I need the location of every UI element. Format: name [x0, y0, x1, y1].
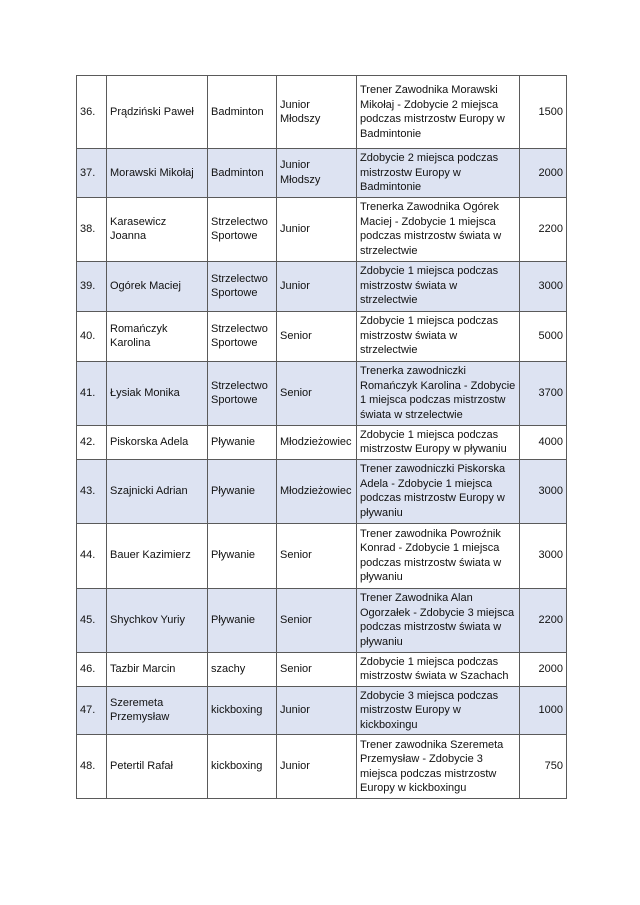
person-name: Shychkov Yuriy: [107, 588, 208, 652]
person-name: Prądziński Paweł: [107, 76, 208, 149]
amount: 2000: [520, 652, 567, 686]
row-number: 47.: [77, 686, 107, 735]
discipline: Strzelectwo Sportowe: [208, 361, 277, 425]
table-row: [77, 311, 567, 361]
category: Junior: [277, 197, 357, 261]
discipline: Pływanie: [208, 588, 277, 652]
row-number: 44.: [77, 523, 107, 588]
row-number: 37.: [77, 149, 107, 198]
category: Senior: [277, 588, 357, 652]
discipline: Strzelectwo Sportowe: [208, 311, 277, 361]
awards-table: [76, 75, 567, 799]
row-number: 40.: [77, 311, 107, 361]
category: Senior: [277, 652, 357, 686]
row-number: 42.: [77, 425, 107, 459]
amount: 2200: [520, 197, 567, 261]
achievement-description: Zdobycie 1 miejsca podczas mistrzostw Europy w pływaniu: [357, 425, 520, 459]
row-number: 38.: [77, 197, 107, 261]
amount: 5000: [520, 311, 567, 361]
amount: 3000: [520, 523, 567, 588]
amount: 2000: [520, 149, 567, 198]
achievement-description: Zdobycie 3 miejsca podczas mistrzostw Europy w kickboxingu: [357, 686, 520, 735]
achievement-description: Trener zawodnika Szeremeta Przemysław - Zdobycie 3 miejsca podczas mistrzostw Europy w kickboxingu: [357, 735, 520, 799]
amount: 3000: [520, 261, 567, 311]
discipline: Strzelectwo Sportowe: [208, 197, 277, 261]
table-row: [77, 261, 567, 311]
table-row: [77, 588, 567, 652]
row-number: 46.: [77, 652, 107, 686]
person-name: Piskorska Adela: [107, 425, 208, 459]
category: Junior: [277, 261, 357, 311]
achievement-description: Trenerka Zawodnika Ogórek Maciej - Zdobycie 1 miejsca podczas mistrzostw świata w strzelectwie: [357, 197, 520, 261]
row-number: 41.: [77, 361, 107, 425]
achievement-description: Trener Zawodnika Alan Ogorzałek - Zdobycie 3 miejsca podczas mistrzostw świata w pływaniu: [357, 588, 520, 652]
amount: 3000: [520, 459, 567, 523]
row-number: 39.: [77, 261, 107, 311]
category: Junior: [277, 686, 357, 735]
person-name: Ogórek Maciej: [107, 261, 208, 311]
row-number: 36.: [77, 76, 107, 149]
category: Junior Młodszy: [277, 149, 357, 198]
achievement-description: Trener zawodniczki Piskorska Adela - Zdobycie 1 miejsca podczas mistrzostw Europy w pływaniu: [357, 459, 520, 523]
amount: 4000: [520, 425, 567, 459]
discipline: Pływanie: [208, 425, 277, 459]
category: Młodzieżowiec: [277, 459, 357, 523]
achievement-description: Zdobycie 2 miejsca podczas mistrzostw Europy w Badmintonie: [357, 149, 520, 198]
discipline: Badminton: [208, 149, 277, 198]
category: Junior Młodszy: [277, 76, 357, 149]
discipline: Pływanie: [208, 459, 277, 523]
row-number: 48.: [77, 735, 107, 799]
amount: 1000: [520, 686, 567, 735]
person-name: Morawski Mikołaj: [107, 149, 208, 198]
amount: 3700: [520, 361, 567, 425]
row-number: 45.: [77, 588, 107, 652]
person-name: Karasewicz Joanna: [107, 197, 208, 261]
achievement-description: Zdobycie 1 miejsca podczas mistrzostw świata w strzelectwie: [357, 261, 520, 311]
person-name: Szajnicki Adrian: [107, 459, 208, 523]
discipline: Strzelectwo Sportowe: [208, 261, 277, 311]
discipline: kickboxing: [208, 686, 277, 735]
table-row: [77, 523, 567, 588]
discipline: kickboxing: [208, 735, 277, 799]
table-row: [77, 686, 567, 735]
person-name: Tazbir Marcin: [107, 652, 208, 686]
table-row: [77, 76, 567, 149]
category: Senior: [277, 361, 357, 425]
category: Senior: [277, 523, 357, 588]
category: Młodzieżowiec: [277, 425, 357, 459]
person-name: Petertil Rafał: [107, 735, 208, 799]
discipline: szachy: [208, 652, 277, 686]
achievement-description: Trener Zawodnika Morawski Mikołaj - Zdobycie 2 miejsca podczas mistrzostw Europy w Badmintonie: [357, 76, 520, 149]
amount: 1500: [520, 76, 567, 149]
table-row: [77, 425, 567, 459]
person-name: Romańczyk Karolina: [107, 311, 208, 361]
category: Senior: [277, 311, 357, 361]
row-number: 43.: [77, 459, 107, 523]
discipline: Pływanie: [208, 523, 277, 588]
achievement-description: Trener zawodnika Powroźnik Konrad - Zdobycie 1 miejsca podczas mistrzostw świata w pływaniu: [357, 523, 520, 588]
person-name: Szeremeta Przemysław: [107, 686, 208, 735]
discipline: Badminton: [208, 76, 277, 149]
amount: 750: [520, 735, 567, 799]
achievement-description: Zdobycie 1 miejsca podczas mistrzostw świata w Szachach: [357, 652, 520, 686]
table-row: [77, 652, 567, 686]
amount: 2200: [520, 588, 567, 652]
person-name: Łysiak Monika: [107, 361, 208, 425]
achievement-description: Zdobycie 1 miejsca podczas mistrzostw świata w strzelectwie: [357, 311, 520, 361]
table-row: [77, 197, 567, 261]
table-row: [77, 735, 567, 799]
table-row: [77, 361, 567, 425]
achievement-description: Trenerka zawodniczki Romańczyk Karolina - Zdobycie 1 miejsca podczas mistrzostw świata w strzelectwie: [357, 361, 520, 425]
person-name: Bauer Kazimierz: [107, 523, 208, 588]
table-row: [77, 149, 567, 198]
table-row: [77, 459, 567, 523]
category: Junior: [277, 735, 357, 799]
